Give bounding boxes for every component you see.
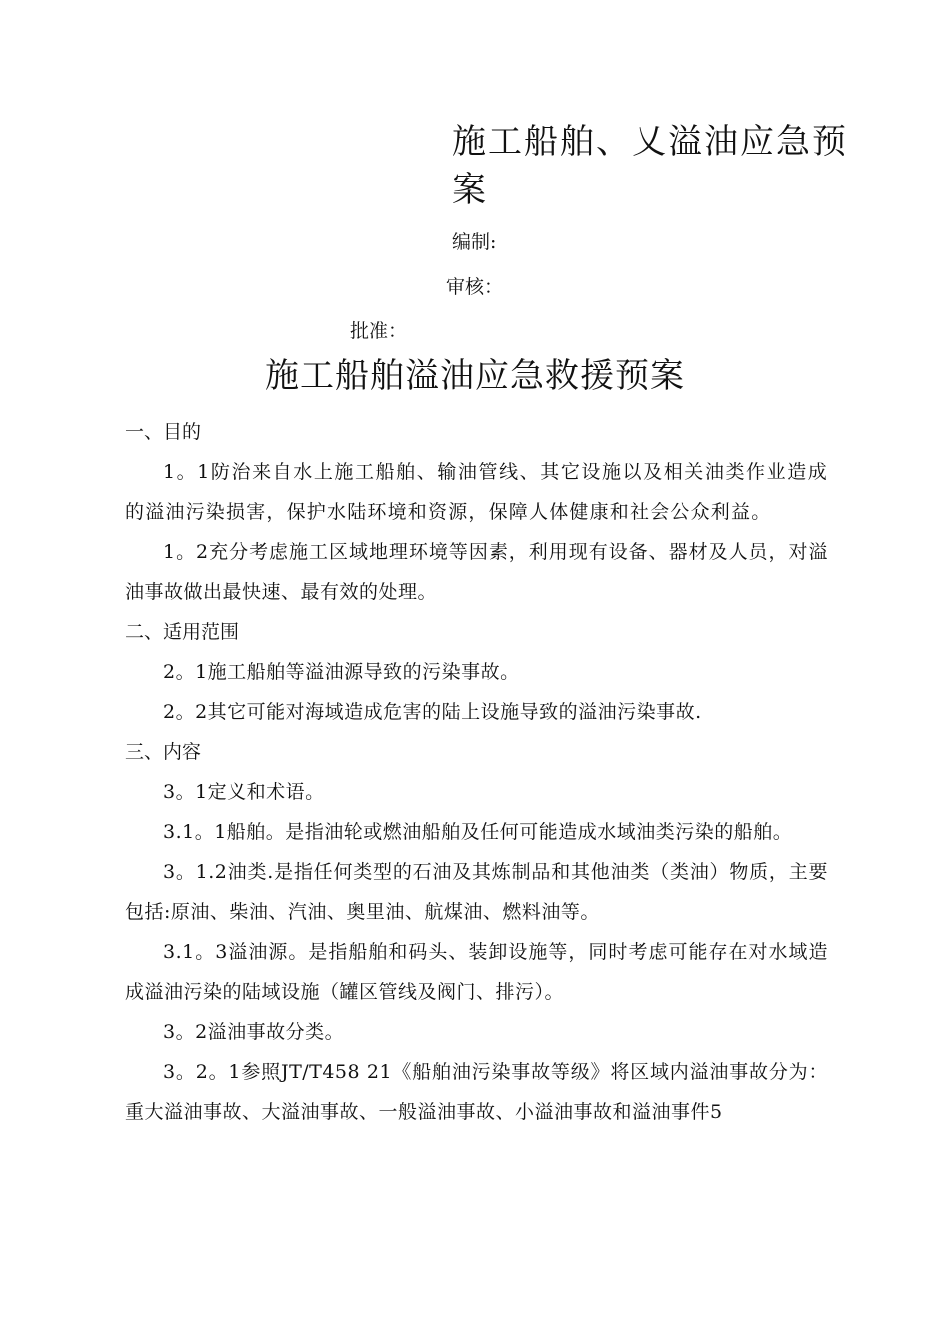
reviewer-label: 审核： xyxy=(446,276,504,298)
paragraph: 3。1.2油类.是指任何类型的石油及其炼制品和其他油类（类油）物质，主要包括:原油、柴油、汽油、奥里油、航煤油、燃料油等。 xyxy=(125,861,828,923)
cover-title: 施工船舶、乂溢油应急预案 xyxy=(452,122,848,210)
paragraph: 1。2充分考虑施工区域地理环境等因素，利用现有设备、器材及人员，对溢油事故做出最快速、最有效的处理。 xyxy=(125,541,828,603)
document-title: 施工船舶溢油应急救援预案 xyxy=(265,356,685,396)
section-heading-purpose: 一、目的 xyxy=(125,421,202,443)
section-heading-scope: 二、适用范围 xyxy=(125,621,240,643)
paragraph: 2。1施工船舶等溢油源导致的污染事故。 xyxy=(163,661,520,683)
section-heading-content: 三、内容 xyxy=(125,741,202,763)
paragraph: 3。2。1参照JT/T458 21《船舶油污染事故等级》将区域内溢油事故分为：重大溢油事故、大溢油事故、一般溢油事故、小溢油事故和溢油事件5 xyxy=(125,1061,828,1123)
paragraph: 3。2溢油事故分类。 xyxy=(163,1021,345,1043)
paragraph: 3。1定义和术语。 xyxy=(163,781,325,803)
document-body xyxy=(125,412,828,1132)
paragraph: 1。1防治来自水上施工船舶、输油管线、其它设施以及相关油类作业造成的溢油污染损害，保护水陆环境和资源，保障人体健康和社会公众利益。 xyxy=(125,461,828,523)
paragraph: 3.1。1船舶。是指油轮或燃油船舶及任何可能造成水域油类污染的船舶。 xyxy=(163,821,793,843)
editor-label: 编制: xyxy=(452,231,497,253)
paragraph: 3.1。3溢油源。是指船舶和码头、装卸设施等，同时考虑可能存在对水域造成溢油污染的陆域设施（罐区管线及阀门、排污）。 xyxy=(125,941,828,1003)
approver-label: 批准： xyxy=(350,320,408,342)
paragraph: 2。2其它可能对海域造成危害的陆上设施导致的溢油污染事故. xyxy=(163,701,702,723)
